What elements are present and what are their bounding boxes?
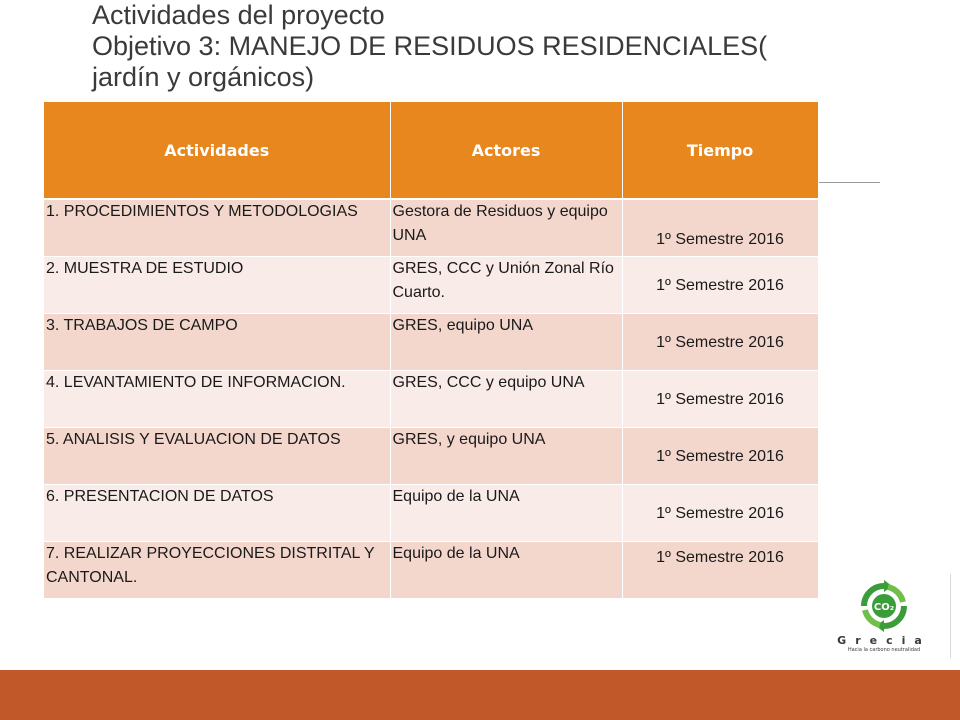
activity-cell: 6. PRESENTACION DE DATOS xyxy=(44,484,390,541)
grecia-logo xyxy=(818,574,951,658)
activity-cell: 4. LEVANTAMIENTO DE INFORMACION. xyxy=(44,370,390,427)
actors-cell: Equipo de la UNA xyxy=(390,484,622,541)
activities-table xyxy=(44,102,819,599)
title-line-1: Actividades del proyecto xyxy=(92,0,385,30)
title-line-3: jardín y orgánicos) xyxy=(92,62,315,92)
logo-name: Grecia xyxy=(837,634,931,647)
logo-tagline: Hacia la carbono neutralidad xyxy=(847,647,921,653)
activity-cell: 3. TRABAJOS DE CAMPO xyxy=(44,313,390,370)
actors-cell: GRES, CCC y equipo UNA xyxy=(390,370,622,427)
actors-cell: GRES, equipo UNA xyxy=(390,313,622,370)
divider-line xyxy=(818,182,880,183)
time-cell: 1º Semestre 2016 xyxy=(622,256,818,313)
table-row xyxy=(44,484,818,541)
actors-cell: Equipo de la UNA xyxy=(390,541,622,598)
table-row xyxy=(44,313,818,370)
logo-badge-text: CO₂ xyxy=(873,602,895,613)
table-row xyxy=(44,427,818,484)
activity-cell: 7. REALIZAR PROYECCIONES DISTRITAL Y CANTONAL. xyxy=(44,541,390,598)
actors-cell: GRES, CCC y Unión Zonal Río Cuarto. xyxy=(390,256,622,313)
time-cell: 1º Semestre 2016 xyxy=(622,427,818,484)
activity-cell: 1. PROCEDIMIENTOS Y METODOLOGIAS xyxy=(44,199,390,256)
time-cell: 1º Semestre 2016 xyxy=(622,370,818,427)
time-cell: 1º Semestre 2016 xyxy=(622,199,818,256)
time-cell: 1º Semestre 2016 xyxy=(622,541,818,598)
recycle-co2-icon xyxy=(840,578,928,634)
time-cell: 1º Semestre 2016 xyxy=(622,313,818,370)
table-row xyxy=(44,541,818,598)
table-header-row xyxy=(44,102,818,199)
time-cell: 1º Semestre 2016 xyxy=(622,484,818,541)
activity-cell: 2. MUESTRA DE ESTUDIO xyxy=(44,256,390,313)
header-actividades: Actividades xyxy=(44,102,390,199)
table-row xyxy=(44,370,818,427)
header-tiempo: Tiempo xyxy=(622,102,818,199)
table-row xyxy=(44,256,818,313)
actors-cell: GRES, y equipo UNA xyxy=(390,427,622,484)
header-actores: Actores xyxy=(390,102,622,199)
slide-title xyxy=(92,0,952,93)
footer-bar xyxy=(0,670,960,720)
title-line-2: Objetivo 3: MANEJO DE RESIDUOS RESIDENCIALES( xyxy=(92,31,768,61)
table-row xyxy=(44,199,818,256)
actors-cell: Gestora de Residuos y equipo UNA xyxy=(390,199,622,256)
activity-cell: 5. ANALISIS Y EVALUACION DE DATOS xyxy=(44,427,390,484)
